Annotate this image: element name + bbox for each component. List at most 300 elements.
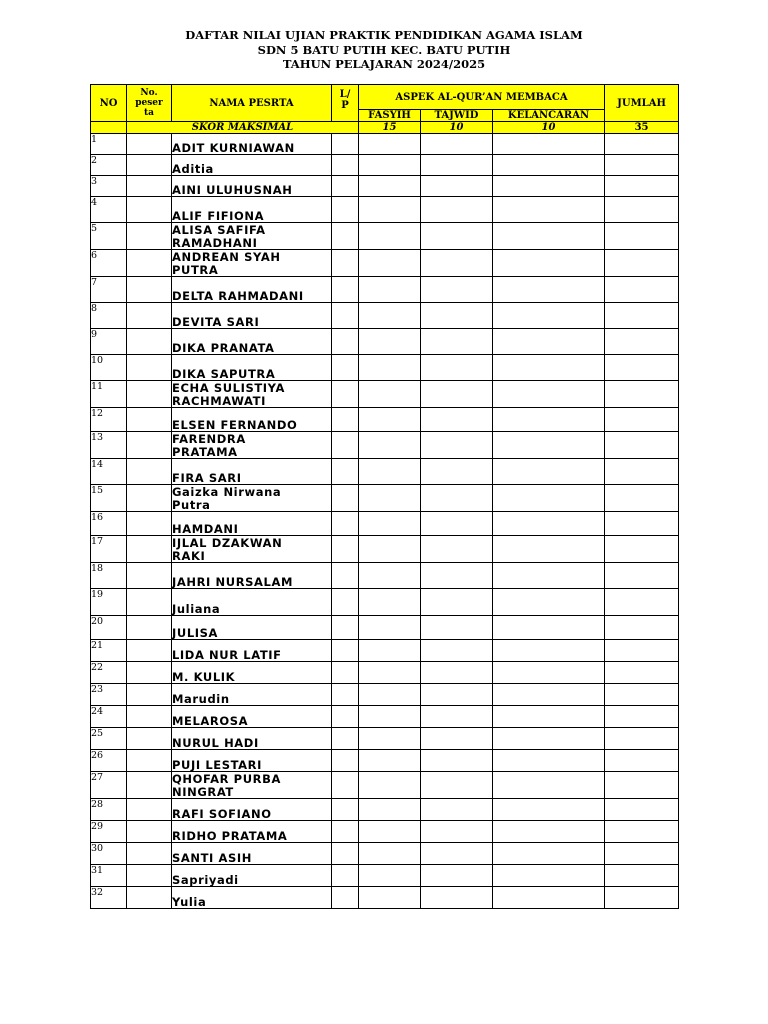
table-row bbox=[91, 459, 679, 485]
student-name bbox=[172, 799, 332, 821]
cell-tajwid bbox=[421, 865, 493, 887]
cell-fasyih bbox=[359, 176, 421, 197]
row-number: 12 bbox=[91, 408, 127, 432]
cell-no-peserta bbox=[127, 589, 172, 616]
table-row bbox=[91, 799, 679, 821]
student-name bbox=[172, 355, 332, 381]
student-name bbox=[172, 563, 332, 589]
student-name-line: JAHRI NURSALAM bbox=[172, 574, 294, 589]
row-number: 22 bbox=[91, 662, 127, 684]
cell-jumlah bbox=[605, 381, 679, 408]
student-name bbox=[172, 843, 332, 865]
header-nama-peserta: NAMA PESRTA bbox=[172, 85, 332, 122]
row-number: 10 bbox=[91, 355, 127, 381]
cell-kelancaran bbox=[493, 329, 605, 355]
student-name bbox=[172, 662, 332, 684]
student-name bbox=[172, 821, 332, 843]
cell-kelancaran bbox=[493, 432, 605, 459]
student-name-line: RACHMAWATI bbox=[172, 393, 266, 408]
row-number: 2 bbox=[91, 155, 127, 176]
cell-jumlah bbox=[605, 640, 679, 662]
cell-kelancaran bbox=[493, 799, 605, 821]
cell-kelancaran bbox=[493, 485, 605, 512]
cell-fasyih bbox=[359, 381, 421, 408]
cell-no-peserta bbox=[127, 662, 172, 684]
cell-kelancaran bbox=[493, 197, 605, 223]
table-row bbox=[91, 563, 679, 589]
cell-tajwid bbox=[421, 176, 493, 197]
cell-no-peserta bbox=[127, 485, 172, 512]
student-name bbox=[172, 329, 332, 355]
student-name bbox=[172, 512, 332, 536]
row-number: 9 bbox=[91, 329, 127, 355]
student-name-line: Juliana bbox=[172, 601, 221, 616]
student-rows bbox=[91, 134, 679, 909]
cell-tajwid bbox=[421, 134, 493, 155]
cell-lp bbox=[332, 197, 359, 223]
cell-jumlah bbox=[605, 432, 679, 459]
student-name-line: Gaizka Nirwana bbox=[172, 485, 282, 499]
header-no-peserta-line-1: No. bbox=[140, 88, 158, 98]
cell-no-peserta bbox=[127, 329, 172, 355]
cell-tajwid bbox=[421, 223, 493, 250]
cell-jumlah bbox=[605, 303, 679, 329]
table-row bbox=[91, 408, 679, 432]
student-name-line: NURUL HADI bbox=[172, 735, 259, 750]
cell-no-peserta bbox=[127, 155, 172, 176]
cell-jumlah bbox=[605, 536, 679, 563]
cell-lp bbox=[332, 728, 359, 750]
header-lp-line-1: L/ bbox=[339, 89, 351, 100]
cell-tajwid bbox=[421, 536, 493, 563]
cell-fasyih bbox=[359, 662, 421, 684]
cell-lp bbox=[332, 485, 359, 512]
row-number: 8 bbox=[91, 303, 127, 329]
cell-no-peserta bbox=[127, 799, 172, 821]
cell-tajwid bbox=[421, 589, 493, 616]
row-number: 24 bbox=[91, 706, 127, 728]
document-title bbox=[0, 28, 768, 72]
cell-no-peserta bbox=[127, 432, 172, 459]
row-number: 15 bbox=[91, 485, 127, 512]
student-name-line: HAMDANI bbox=[172, 521, 239, 536]
student-name-line: DELTA RAHMADANI bbox=[172, 288, 304, 303]
cell-lp bbox=[332, 512, 359, 536]
cell-kelancaran bbox=[493, 563, 605, 589]
student-name-line: JULISA bbox=[172, 625, 219, 640]
student-name bbox=[172, 616, 332, 640]
skor-tajwid: 10 bbox=[421, 122, 493, 134]
cell-tajwid bbox=[421, 843, 493, 865]
cell-jumlah bbox=[605, 408, 679, 432]
student-name bbox=[172, 887, 332, 909]
cell-lp bbox=[332, 706, 359, 728]
table-row bbox=[91, 865, 679, 887]
cell-tajwid bbox=[421, 459, 493, 485]
cell-fasyih bbox=[359, 865, 421, 887]
cell-lp bbox=[332, 381, 359, 408]
cell-lp bbox=[332, 662, 359, 684]
table-row bbox=[91, 772, 679, 799]
cell-kelancaran bbox=[493, 865, 605, 887]
student-name-line: MELAROSA bbox=[172, 713, 249, 728]
table-row bbox=[91, 589, 679, 616]
cell-jumlah bbox=[605, 176, 679, 197]
cell-fasyih bbox=[359, 563, 421, 589]
student-name-line: Marudin bbox=[172, 691, 230, 706]
student-name bbox=[172, 640, 332, 662]
row-number: 19 bbox=[91, 589, 127, 616]
cell-lp bbox=[332, 176, 359, 197]
title-line-3: TAHUN PELAJARAN 2024/2025 bbox=[282, 57, 486, 71]
row-number: 3 bbox=[91, 176, 127, 197]
cell-lp bbox=[332, 589, 359, 616]
cell-lp bbox=[332, 887, 359, 909]
cell-no-peserta bbox=[127, 536, 172, 563]
student-name-line: ADIT KURNIAWAN bbox=[172, 140, 295, 155]
cell-fasyih bbox=[359, 750, 421, 772]
student-name-line: RAKI bbox=[172, 548, 206, 563]
cell-no-peserta bbox=[127, 176, 172, 197]
skor-jumlah: 35 bbox=[605, 122, 679, 134]
cell-no-peserta bbox=[127, 197, 172, 223]
student-name bbox=[172, 176, 332, 197]
cell-kelancaran bbox=[493, 728, 605, 750]
student-name bbox=[172, 277, 332, 303]
table-row bbox=[91, 303, 679, 329]
cell-jumlah bbox=[605, 589, 679, 616]
student-name-line: DIKA SAPUTRA bbox=[172, 366, 276, 381]
table-row bbox=[91, 512, 679, 536]
student-name-line: ALIF FIFIONA bbox=[172, 208, 265, 223]
header-fasyih: FASYIH bbox=[359, 110, 421, 122]
cell-tajwid bbox=[421, 772, 493, 799]
cell-kelancaran bbox=[493, 459, 605, 485]
cell-fasyih bbox=[359, 277, 421, 303]
student-name-line: ANDREAN SYAH bbox=[172, 250, 281, 264]
cell-lp bbox=[332, 250, 359, 277]
header-no-peserta-line-3: ta bbox=[144, 108, 154, 118]
cell-lp bbox=[332, 799, 359, 821]
cell-tajwid bbox=[421, 381, 493, 408]
cell-kelancaran bbox=[493, 250, 605, 277]
cell-no-peserta bbox=[127, 706, 172, 728]
cell-jumlah bbox=[605, 459, 679, 485]
row-number: 18 bbox=[91, 563, 127, 589]
cell-jumlah bbox=[605, 684, 679, 706]
table-row bbox=[91, 821, 679, 843]
cell-no-peserta bbox=[127, 223, 172, 250]
row-number: 31 bbox=[91, 865, 127, 887]
table-row bbox=[91, 706, 679, 728]
student-name bbox=[172, 250, 332, 277]
row-number: 4 bbox=[91, 197, 127, 223]
title-line-1: DAFTAR NILAI UJIAN PRAKTIK PENDIDIKAN AGAMA ISLAM bbox=[185, 28, 583, 42]
cell-jumlah bbox=[605, 772, 679, 799]
cell-lp bbox=[332, 563, 359, 589]
student-name bbox=[172, 750, 332, 772]
cell-fasyih bbox=[359, 355, 421, 381]
cell-jumlah bbox=[605, 662, 679, 684]
cell-kelancaran bbox=[493, 536, 605, 563]
skor-maksimal-label: SKOR MAKSIMAL bbox=[127, 122, 359, 134]
cell-fasyih bbox=[359, 459, 421, 485]
row-number: 26 bbox=[91, 750, 127, 772]
table-row bbox=[91, 176, 679, 197]
cell-lp bbox=[332, 843, 359, 865]
grade-table bbox=[90, 84, 679, 909]
student-name-line: RAMADHANI bbox=[172, 235, 258, 250]
header-lp-line-2: P bbox=[341, 100, 349, 111]
student-name bbox=[172, 155, 332, 176]
cell-fasyih bbox=[359, 616, 421, 640]
cell-lp bbox=[332, 821, 359, 843]
cell-kelancaran bbox=[493, 303, 605, 329]
cell-tajwid bbox=[421, 662, 493, 684]
table-row bbox=[91, 355, 679, 381]
row-number: 5 bbox=[91, 223, 127, 250]
cell-no-peserta bbox=[127, 616, 172, 640]
row-number: 25 bbox=[91, 728, 127, 750]
cell-kelancaran bbox=[493, 589, 605, 616]
row-number: 14 bbox=[91, 459, 127, 485]
student-name bbox=[172, 432, 332, 459]
cell-kelancaran bbox=[493, 512, 605, 536]
cell-lp bbox=[332, 134, 359, 155]
row-number: 13 bbox=[91, 432, 127, 459]
cell-tajwid bbox=[421, 821, 493, 843]
cell-lp bbox=[332, 640, 359, 662]
table-row bbox=[91, 843, 679, 865]
table-row bbox=[91, 640, 679, 662]
cell-no-peserta bbox=[127, 134, 172, 155]
student-name-line: NINGRAT bbox=[172, 784, 234, 799]
cell-kelancaran bbox=[493, 887, 605, 909]
cell-tajwid bbox=[421, 750, 493, 772]
row-number: 17 bbox=[91, 536, 127, 563]
cell-jumlah bbox=[605, 706, 679, 728]
student-name-line: PUJI LESTARI bbox=[172, 757, 262, 772]
cell-tajwid bbox=[421, 355, 493, 381]
row-number: 6 bbox=[91, 250, 127, 277]
cell-fasyih bbox=[359, 589, 421, 616]
cell-lp bbox=[332, 459, 359, 485]
table-row bbox=[91, 432, 679, 459]
table-row bbox=[91, 197, 679, 223]
cell-jumlah bbox=[605, 197, 679, 223]
cell-jumlah bbox=[605, 329, 679, 355]
cell-kelancaran bbox=[493, 408, 605, 432]
cell-fasyih bbox=[359, 706, 421, 728]
table-row bbox=[91, 381, 679, 408]
student-name-line: DEVITA SARI bbox=[172, 314, 260, 329]
cell-fasyih bbox=[359, 536, 421, 563]
student-name bbox=[172, 536, 332, 563]
cell-fasyih bbox=[359, 485, 421, 512]
student-name-line: RIDHO PRATAMA bbox=[172, 828, 288, 843]
cell-fasyih bbox=[359, 155, 421, 176]
student-name bbox=[172, 485, 332, 512]
row-number: 30 bbox=[91, 843, 127, 865]
cell-no-peserta bbox=[127, 563, 172, 589]
cell-no-peserta bbox=[127, 684, 172, 706]
skor-fasyih: 15 bbox=[359, 122, 421, 134]
cell-lp bbox=[332, 355, 359, 381]
cell-jumlah bbox=[605, 843, 679, 865]
student-name bbox=[172, 728, 332, 750]
row-number: 28 bbox=[91, 799, 127, 821]
cell-no-peserta bbox=[127, 821, 172, 843]
cell-jumlah bbox=[605, 223, 679, 250]
row-number: 27 bbox=[91, 772, 127, 799]
cell-tajwid bbox=[421, 616, 493, 640]
header-tajwid: TAJWID bbox=[421, 110, 493, 122]
table-row bbox=[91, 728, 679, 750]
cell-jumlah bbox=[605, 355, 679, 381]
cell-fasyih bbox=[359, 432, 421, 459]
table-row bbox=[91, 616, 679, 640]
cell-lp bbox=[332, 155, 359, 176]
header-jumlah: JUMLAH bbox=[605, 85, 679, 122]
row-number: 1 bbox=[91, 134, 127, 155]
student-name bbox=[172, 459, 332, 485]
table-row bbox=[91, 223, 679, 250]
cell-fasyih bbox=[359, 772, 421, 799]
header-lp bbox=[332, 85, 359, 122]
table-row bbox=[91, 485, 679, 512]
cell-lp bbox=[332, 772, 359, 799]
cell-kelancaran bbox=[493, 355, 605, 381]
cell-lp bbox=[332, 329, 359, 355]
cell-kelancaran bbox=[493, 616, 605, 640]
cell-jumlah bbox=[605, 277, 679, 303]
cell-kelancaran bbox=[493, 640, 605, 662]
header-aspek: ASPEK AL-QUR’AN MEMBACA bbox=[359, 85, 605, 110]
cell-fasyih bbox=[359, 640, 421, 662]
student-name-line: DIKA PRANATA bbox=[172, 340, 275, 355]
table-row bbox=[91, 662, 679, 684]
table-row bbox=[91, 329, 679, 355]
student-name-line: IJLAL DZAKWAN bbox=[172, 536, 283, 550]
row-number: 23 bbox=[91, 684, 127, 706]
cell-kelancaran bbox=[493, 176, 605, 197]
student-name bbox=[172, 134, 332, 155]
cell-tajwid bbox=[421, 485, 493, 512]
cell-no-peserta bbox=[127, 355, 172, 381]
cell-tajwid bbox=[421, 408, 493, 432]
cell-jumlah bbox=[605, 563, 679, 589]
cell-tajwid bbox=[421, 432, 493, 459]
table-row bbox=[91, 887, 679, 909]
cell-jumlah bbox=[605, 728, 679, 750]
cell-tajwid bbox=[421, 155, 493, 176]
cell-fasyih bbox=[359, 728, 421, 750]
cell-tajwid bbox=[421, 706, 493, 728]
cell-jumlah bbox=[605, 616, 679, 640]
cell-no-peserta bbox=[127, 750, 172, 772]
cell-no-peserta bbox=[127, 381, 172, 408]
cell-no-peserta bbox=[127, 303, 172, 329]
cell-kelancaran bbox=[493, 223, 605, 250]
student-name-line: Putra bbox=[172, 497, 211, 512]
student-name bbox=[172, 303, 332, 329]
cell-no-peserta bbox=[127, 459, 172, 485]
student-name bbox=[172, 684, 332, 706]
student-name-line: AINI ULUHUSNAH bbox=[172, 182, 293, 197]
cell-fasyih bbox=[359, 799, 421, 821]
cell-lp bbox=[332, 432, 359, 459]
student-name-line: LIDA NUR LATIF bbox=[172, 647, 282, 662]
student-name-line: Aditia bbox=[172, 161, 214, 176]
cell-jumlah bbox=[605, 865, 679, 887]
student-name bbox=[172, 706, 332, 728]
header-no-peserta bbox=[127, 85, 172, 122]
cell-tajwid bbox=[421, 277, 493, 303]
table-row bbox=[91, 134, 679, 155]
row-number: 32 bbox=[91, 887, 127, 909]
cell-lp bbox=[332, 865, 359, 887]
cell-no-peserta bbox=[127, 843, 172, 865]
cell-tajwid bbox=[421, 250, 493, 277]
cell-jumlah bbox=[605, 750, 679, 772]
cell-jumlah bbox=[605, 250, 679, 277]
student-name bbox=[172, 408, 332, 432]
cell-tajwid bbox=[421, 728, 493, 750]
row-number: 7 bbox=[91, 277, 127, 303]
row-number: 21 bbox=[91, 640, 127, 662]
cell-kelancaran bbox=[493, 134, 605, 155]
cell-kelancaran bbox=[493, 750, 605, 772]
table-row bbox=[91, 750, 679, 772]
table-row bbox=[91, 155, 679, 176]
cell-fasyih bbox=[359, 887, 421, 909]
cell-fasyih bbox=[359, 329, 421, 355]
table-row bbox=[91, 536, 679, 563]
cell-no-peserta bbox=[127, 512, 172, 536]
cell-lp bbox=[332, 303, 359, 329]
cell-tajwid bbox=[421, 563, 493, 589]
cell-kelancaran bbox=[493, 843, 605, 865]
header-no-peserta-line-2: peser bbox=[135, 98, 163, 108]
header-kelancaran: KELANCARAN bbox=[493, 110, 605, 122]
header-no: NO bbox=[91, 85, 127, 122]
cell-tajwid bbox=[421, 197, 493, 223]
cell-lp bbox=[332, 277, 359, 303]
student-name-line: ALISA SAFIFA bbox=[172, 223, 266, 237]
cell-kelancaran bbox=[493, 821, 605, 843]
cell-lp bbox=[332, 223, 359, 250]
cell-no-peserta bbox=[127, 250, 172, 277]
student-name bbox=[172, 772, 332, 799]
cell-kelancaran bbox=[493, 706, 605, 728]
cell-kelancaran bbox=[493, 277, 605, 303]
cell-jumlah bbox=[605, 485, 679, 512]
cell-jumlah bbox=[605, 512, 679, 536]
cell-tajwid bbox=[421, 799, 493, 821]
cell-fasyih bbox=[359, 223, 421, 250]
cell-jumlah bbox=[605, 799, 679, 821]
cell-tajwid bbox=[421, 303, 493, 329]
cell-fasyih bbox=[359, 134, 421, 155]
cell-no-peserta bbox=[127, 772, 172, 799]
cell-kelancaran bbox=[493, 772, 605, 799]
row-number: 16 bbox=[91, 512, 127, 536]
student-name-line: FIRA SARI bbox=[172, 470, 242, 485]
student-name-line: PUTRA bbox=[172, 262, 219, 277]
cell-no-peserta bbox=[127, 408, 172, 432]
student-name-line: QHOFAR PURBA bbox=[172, 772, 281, 786]
cell-lp bbox=[332, 750, 359, 772]
